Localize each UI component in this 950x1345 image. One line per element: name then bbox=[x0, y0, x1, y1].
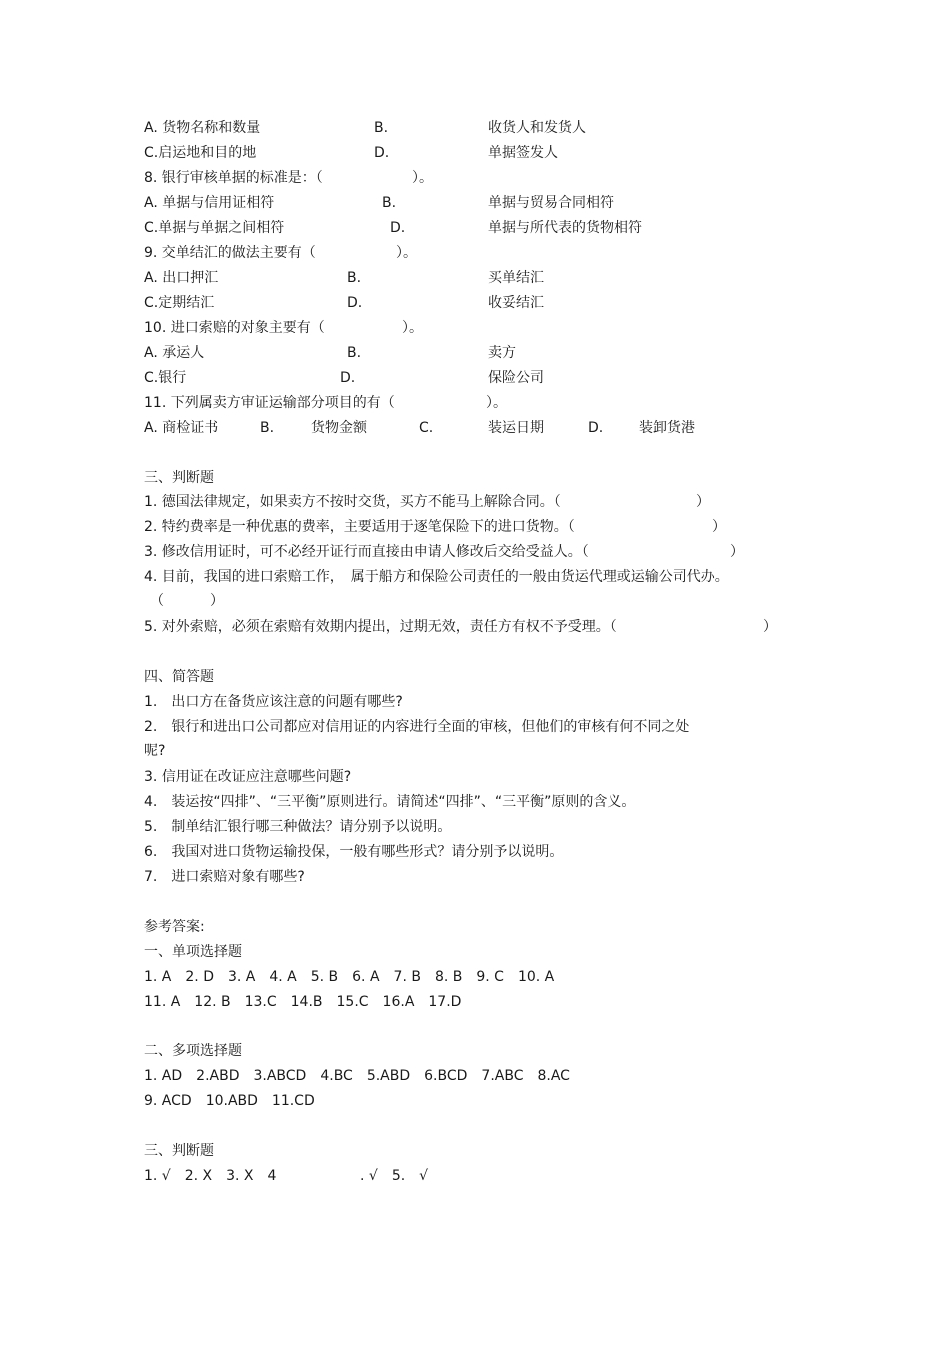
judge-q4-paren-right: ） bbox=[210, 593, 224, 609]
q11-question: 11. 下列属卖方审证运输部分项目的有（ bbox=[144, 395, 395, 411]
short-q4: 4. 装运按“四排”、“三平衡”原则进行。请简述“四排”、“三平衡”原则的含义。 bbox=[144, 794, 636, 810]
short-heading: 四、简答题 bbox=[144, 669, 214, 685]
q8-question: 8. 银行审核单据的标准是：（ bbox=[144, 170, 323, 186]
q10-option-b-letter: B. bbox=[347, 345, 362, 361]
answers-multi-row2: 9. ACD 10.ABD 11.CD bbox=[144, 1093, 315, 1109]
q9-option-b: 买单结汇 bbox=[488, 270, 544, 286]
q11-option-d-letter: D. bbox=[588, 420, 604, 436]
judge-q4: 4. 目前，我国的进口索赔工作， 属于船方和保险公司责任的一般由货运代理或运输公司代办。 bbox=[144, 569, 729, 585]
answers-multi-row1: 1. AD 2.ABD 3.ABCD 4.BC 5.ABD 6.BCD 7.ABC 8.AC bbox=[144, 1068, 570, 1084]
q8-option-d-letter: D. bbox=[390, 220, 406, 236]
q7-option-b-letter: B. bbox=[374, 120, 389, 136]
q10-option-c: C.银行 bbox=[144, 370, 187, 386]
q7-option-d: 单据签发人 bbox=[488, 145, 558, 161]
short-q2: 2. 银行和进出口公司都应对信用证的内容进行全面的审核，但他们的审核有何不同之处 bbox=[144, 719, 690, 735]
short-q1: 1. 出口方在备货应该注意的问题有哪些? bbox=[144, 694, 403, 710]
q9-question-end: ）。 bbox=[396, 245, 417, 261]
short-q3: 3. 信用证在改证应注意哪些问题? bbox=[144, 769, 352, 785]
answers-single-heading: 一、单项选择题 bbox=[144, 944, 242, 960]
judge-q5: 5. 对外索赔，必须在索赔有效期内提出，过期无效，责任方有权不予受理。（ bbox=[144, 619, 617, 635]
answers-single-row1: 1. A 2. D 3. A 4. A 5. B 6. A 7. B 8. B 9. C 10. A bbox=[144, 969, 555, 985]
q10-option-a: A. 承运人 bbox=[144, 345, 205, 361]
judge-q4-paren-left: （ bbox=[150, 593, 164, 609]
q11-option-b: 货物金额 bbox=[311, 420, 367, 436]
q10-question-end: ）。 bbox=[402, 320, 423, 336]
short-q5: 5. 制单结汇银行哪三种做法？请分别予以说明。 bbox=[144, 819, 452, 835]
q8-option-c: C.单据与单据之间相符 bbox=[144, 220, 285, 236]
judge-q2: 2. 特约费率是一种优惠的费率，主要适用于逐笔保险下的进口货物。（ bbox=[144, 519, 575, 535]
judge-q3: 3. 修改信用证时，可不必经开证行而直接由申请人修改后交给受益人。（ bbox=[144, 544, 589, 560]
judge-heading: 三、判断题 bbox=[144, 470, 214, 486]
q11-question-end: ）。 bbox=[486, 395, 507, 411]
q8-option-b: 单据与贸易合同相符 bbox=[488, 195, 614, 211]
q8-option-b-letter: B. bbox=[382, 195, 397, 211]
short-q7: 7. 进口索赔对象有哪些? bbox=[144, 869, 305, 885]
q11-option-c-letter: C. bbox=[419, 420, 434, 436]
q7-option-b: 收货人和发货人 bbox=[488, 120, 586, 136]
q7-option-c: C.启运地和目的地 bbox=[144, 145, 257, 161]
answers-single-row2: 11. A 12. B 13.C 14.B 15.C 16.A 17.D bbox=[144, 994, 462, 1010]
q11-option-d: 装卸货港 bbox=[639, 420, 695, 436]
q10-option-b: 卖方 bbox=[488, 345, 516, 361]
q9-option-d-letter: D. bbox=[347, 295, 363, 311]
answers-judge-row-a: 1. √ 2. X 3. X 4 bbox=[144, 1168, 277, 1184]
q11-option-c: 装运日期 bbox=[488, 420, 544, 436]
q9-question: 9. 交单结汇的做法主要有（ bbox=[144, 245, 316, 261]
q7-option-a: A. 货物名称和数量 bbox=[144, 120, 261, 136]
q10-question: 10. 进口索赔的对象主要有（ bbox=[144, 320, 325, 336]
short-q6: 6. 我国对进口货物运输投保，一般有哪些形式？请分别予以说明。 bbox=[144, 844, 564, 860]
q8-option-d: 单据与所代表的货物相符 bbox=[488, 220, 642, 236]
q8-question-end: ）。 bbox=[412, 170, 433, 186]
q9-option-c: C.定期结汇 bbox=[144, 295, 215, 311]
q9-option-b-letter: B. bbox=[347, 270, 362, 286]
answers-heading: 参考答案: bbox=[144, 919, 205, 935]
q11-option-b-letter: B. bbox=[260, 420, 275, 436]
judge-q5-end: ） bbox=[763, 619, 777, 635]
judge-q3-end: ） bbox=[730, 544, 744, 560]
short-q2-cont: 呢? bbox=[144, 743, 166, 759]
answers-judge-row-b: . √ 5. √ bbox=[360, 1168, 429, 1184]
q9-option-a: A. 出口押汇 bbox=[144, 270, 219, 286]
q8-option-a: A. 单据与信用证相符 bbox=[144, 195, 275, 211]
q9-option-d: 收妥结汇 bbox=[488, 295, 544, 311]
judge-q2-end: ） bbox=[712, 519, 726, 535]
answers-multi-heading: 二、多项选择题 bbox=[144, 1043, 242, 1059]
judge-q1: 1. 德国法律规定，如果卖方不按时交货，买方不能马上解除合同。（ bbox=[144, 494, 561, 510]
judge-q1-end: ） bbox=[696, 494, 710, 510]
q10-option-d-letter: D. bbox=[340, 370, 356, 386]
answers-judge-heading: 三、判断题 bbox=[144, 1143, 214, 1159]
q7-option-d-letter: D. bbox=[374, 145, 390, 161]
q10-option-d: 保险公司 bbox=[488, 370, 544, 386]
q11-option-a: A. 商检证书 bbox=[144, 420, 219, 436]
